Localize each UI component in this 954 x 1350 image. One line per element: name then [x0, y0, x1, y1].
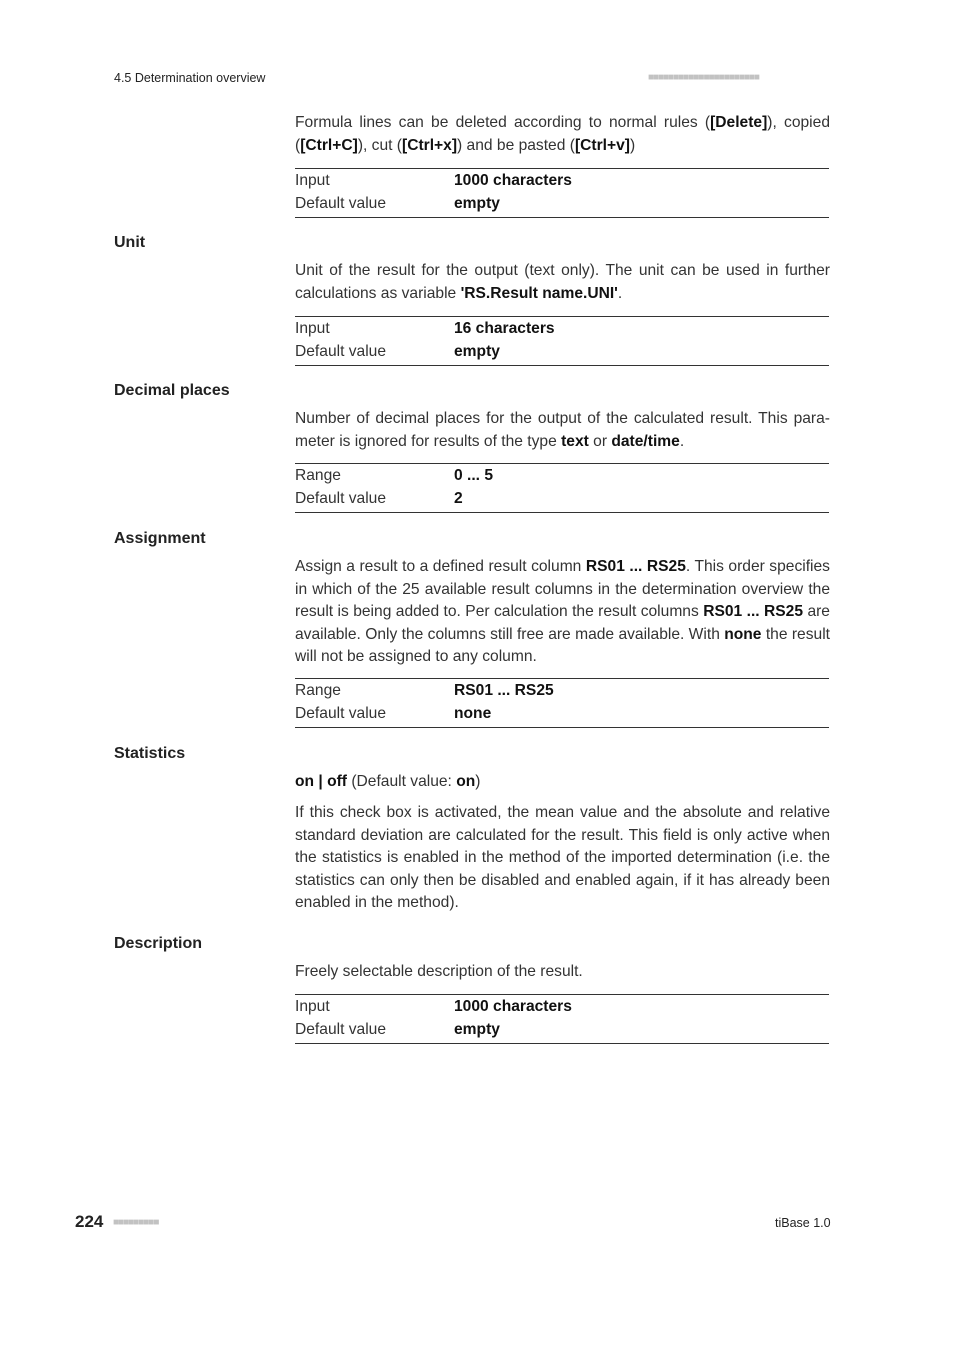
statistics-paragraph: If this check box is activated, the mean value and the absolute and relative standard deviation are calculated for the result. This field is only active when the statistics is enabled in the method of the imported determination (i.e. the statistics can only then be disabled and enabled again, if it has already been enabled in the method). — [295, 804, 830, 911]
table-row: Default value empty — [295, 1020, 500, 1038]
table-row: Default value empty — [295, 342, 500, 360]
table-row: Range 0 ... 5 — [295, 467, 494, 484]
intro-parameter-table — [295, 168, 829, 218]
delete-key: [Delete] — [710, 114, 768, 131]
assignment-parameter-table — [295, 678, 829, 728]
assignment-paragraph: Assign a result to a defined result column RS01 ... RS25. This order specifies in which of the 25 available result columns in the determination overview the result is being added to. Per calculation the result columns RS01 ... RS25 are available. Only the columns still free are made available. With none the result will not be assigned to any column. — [295, 558, 830, 665]
running-header-title: 4.5 Determination overview — [114, 71, 266, 85]
table-row: Default value 2 — [295, 489, 463, 507]
page-number: 224 — [75, 1212, 104, 1231]
ctrl-c-key: [Ctrl+C] — [300, 136, 358, 154]
assignment-heading: Assignment — [114, 530, 206, 547]
ctrl-x-key: [Ctrl+x] — [402, 136, 458, 154]
unit-parameter-table — [295, 316, 829, 366]
description-heading: Description — [114, 935, 203, 952]
table-row: Default value none — [295, 704, 492, 722]
footer-decoration: ■■■■■■■■■ — [113, 1217, 159, 1228]
unit-heading: Unit — [114, 234, 146, 251]
unit-paragraph: Unit of the result for the output (text only). The unit can be used in further calculations as variable 'RS.Result name.UNI'. — [295, 262, 830, 302]
description-parameter-table — [295, 994, 829, 1044]
decimal-places-heading: Decimal places — [114, 382, 230, 399]
decimal-places-paragraph: Number of decimal places for the output of the calculated result. This parameter is ignored for results of the type text or date/time. — [295, 410, 830, 450]
table-row: Input 16 characters — [295, 320, 555, 337]
table-row: Range RS01 ... RS25 — [295, 682, 554, 699]
ctrl-v-key: [Ctrl+v] — [574, 136, 630, 154]
statistics-heading: Statistics — [114, 745, 186, 762]
table-row: Default value empty — [295, 194, 500, 212]
table-row: Input 1000 characters — [295, 998, 572, 1015]
intro-paragraph: Formula lines can be deleted according to normal rules ([Delete]), copied ([Ctrl+C]), cut ([Ctrl+x]) and be pasted ([Ctrl+v]) — [295, 114, 830, 154]
product-name: tiBase 1.0 — [775, 1216, 831, 1230]
statistics-options: on | off (Default value: on) — [295, 773, 481, 790]
description-paragraph: Freely selectable description of the result. — [295, 963, 583, 980]
table-row: Input 1000 characters — [295, 172, 572, 189]
header-decoration: ■■■■■■■■■■■■■■■■■■■■■■ — [648, 72, 759, 83]
decimal-places-parameter-table — [295, 463, 829, 513]
